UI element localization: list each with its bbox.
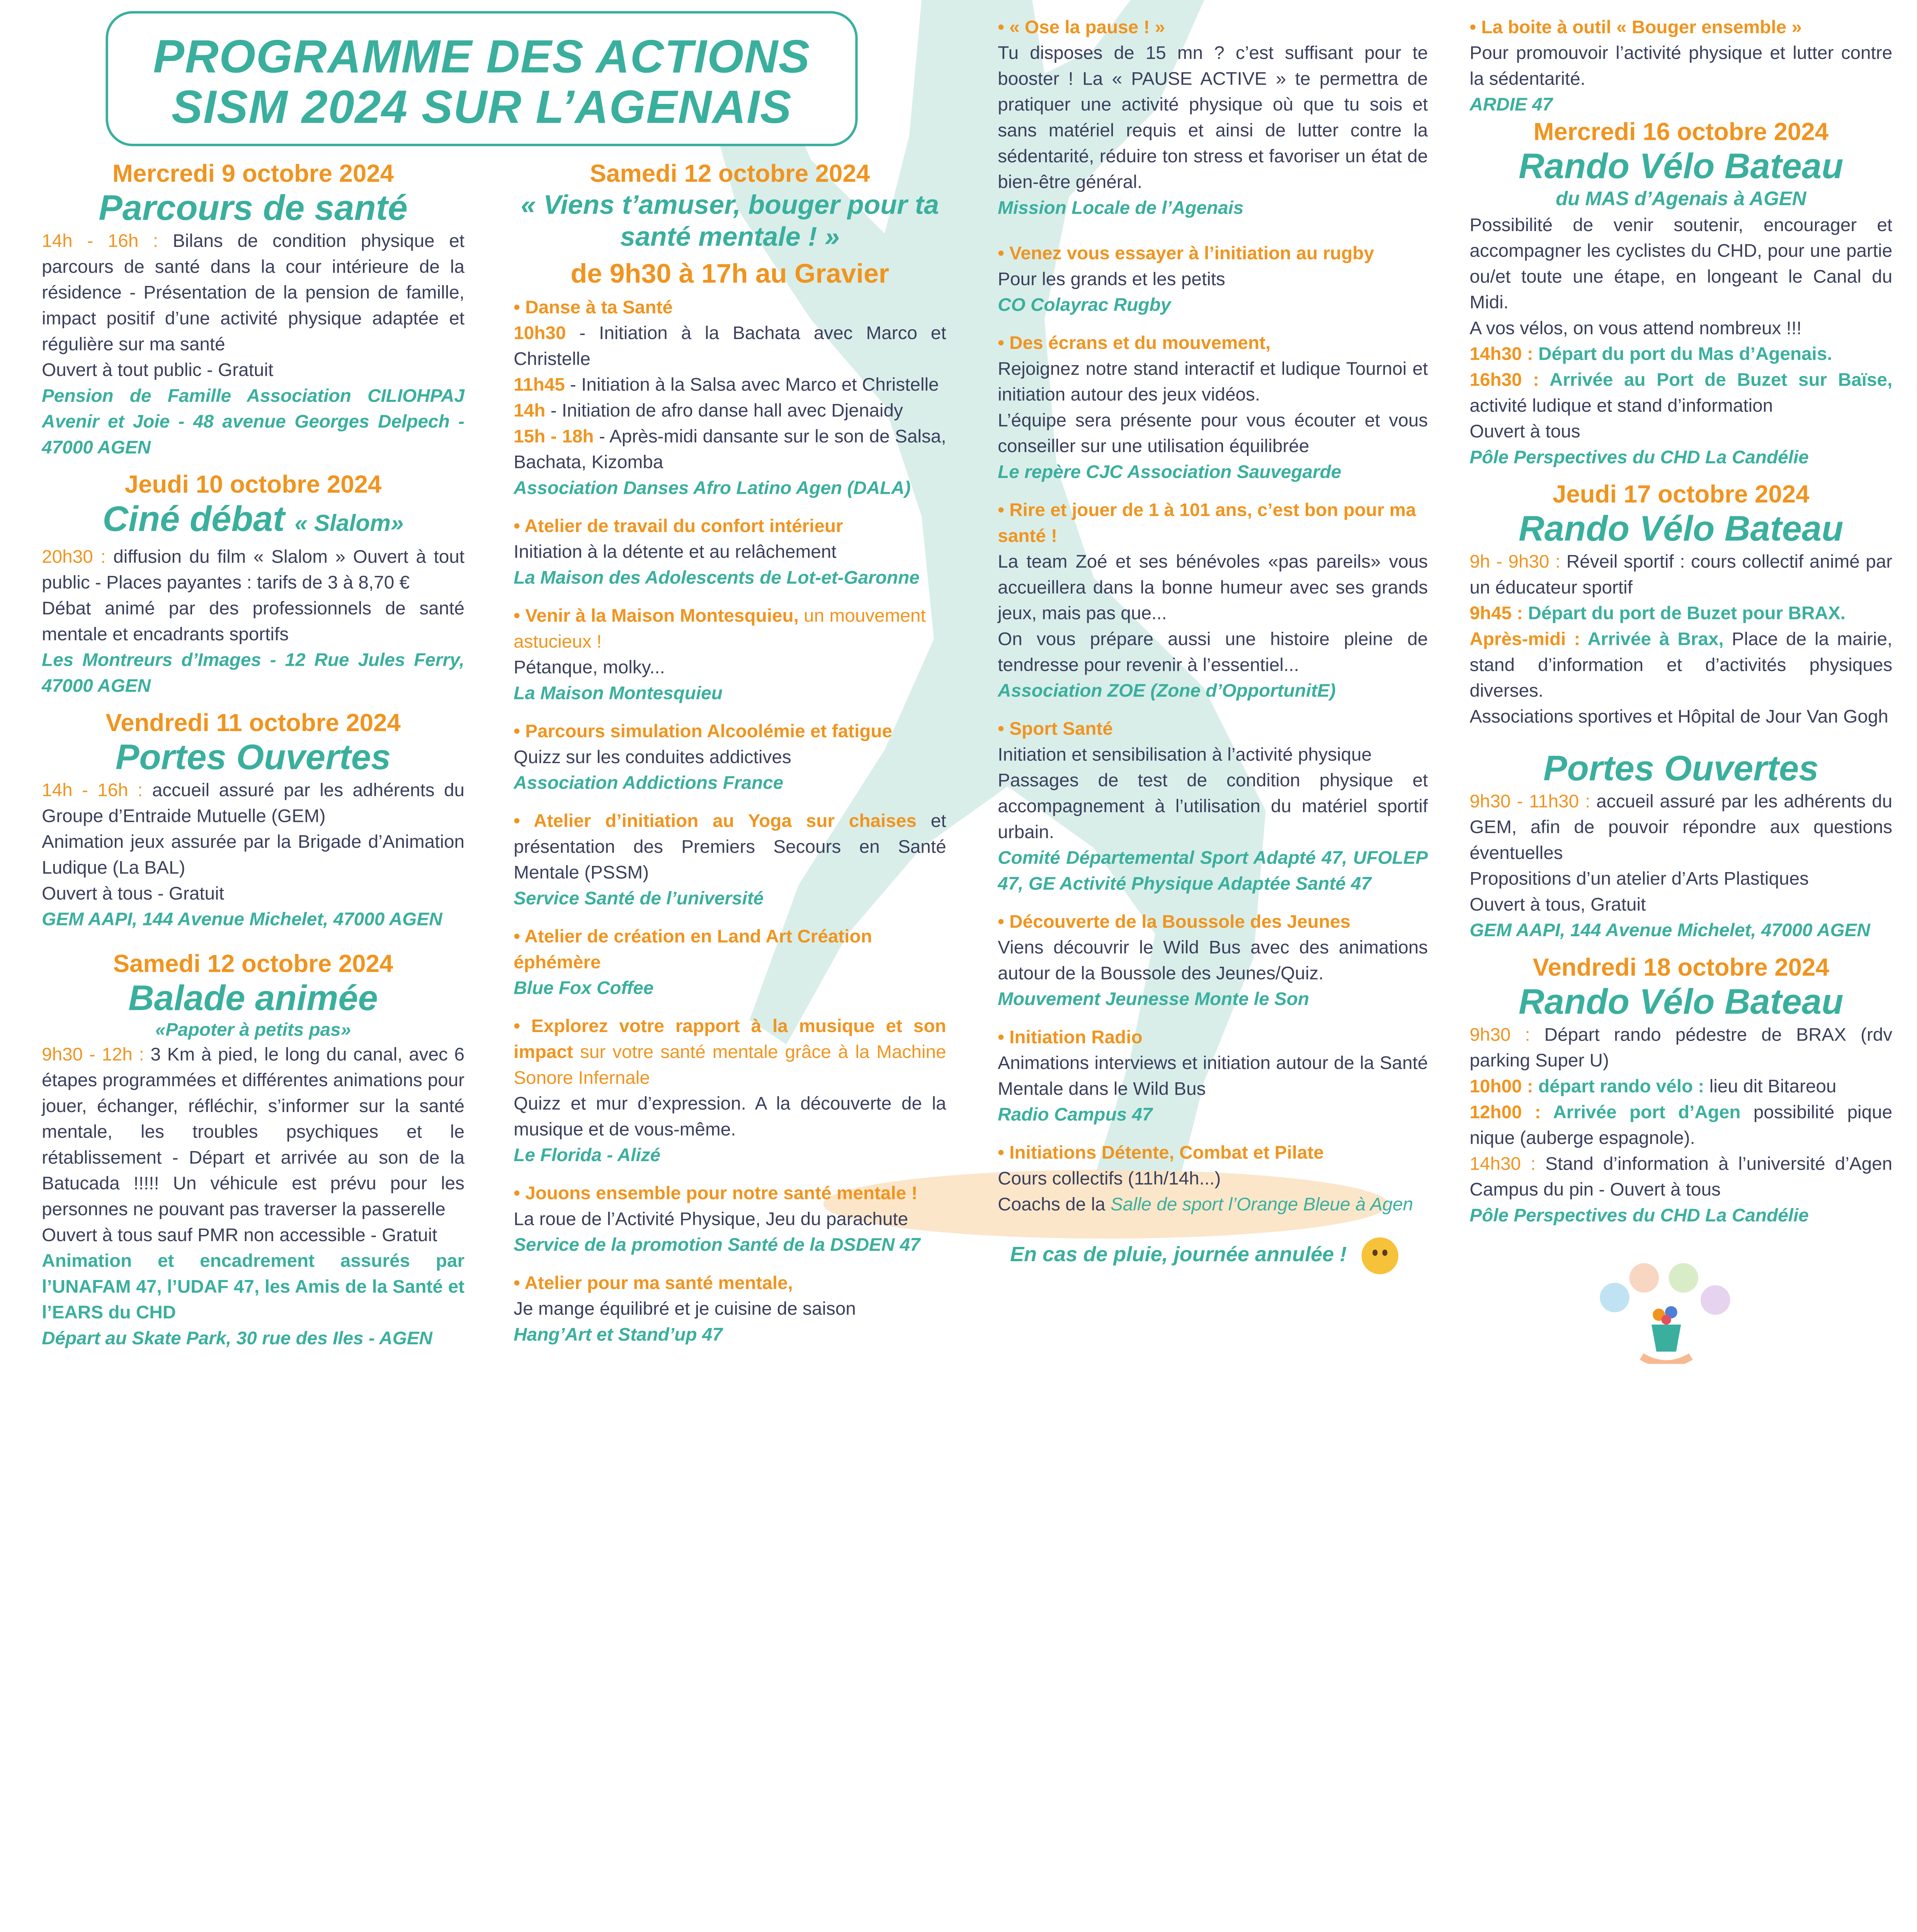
event-date: Jeudi 10 octobre 2024	[124, 472, 382, 499]
activity-description: Pétanque, molky...	[514, 657, 665, 679]
activity-organizer: Service Santé de l’université	[514, 888, 764, 910]
activity-title: • Atelier de création en Land Art Création éphémère	[514, 926, 872, 973]
activity-organizer: Comité Départemental Sport Adapté 47, UFOLEP 47, GE Activité Physique Adaptée Santé 47	[998, 848, 1428, 895]
activity-line: 14h - Initiation de afro danse hall avec Djenaidy	[514, 400, 903, 422]
activity-description: L’équipe sera présente pour vous écouter et vous conseiller sur une utilisation équilibrée	[998, 410, 1428, 457]
event-line: 9h30 : Départ rando pédestre de BRAX (rdv parking Super U)	[1470, 1025, 1893, 1071]
activity-organizer: Mission Locale de l’Agenais	[998, 197, 1244, 219]
activity-organizer: CO Colayrac Rugby	[998, 295, 1171, 316]
activity-title: • Danse à ta Santé	[514, 297, 673, 318]
activity-description: Coachs de la Salle de sport l’Orange Bleue à Agen	[998, 1194, 1414, 1216]
event-organizer: Pension de Famille Association CILIOHPAJ Avenir et Joie - 48 avenue Georges Delpech - 47000 AGEN	[42, 386, 465, 459]
event-description: 9h30 - 12h : 3 Km à pied, le long du canal, avec 6 étapes programmées et différentes animations pour jouer, échanger, réfléchir, s’informer sur la santé mentale, les troubles psychiques et le rétablissement - Départ et arrivée au son de la Batucada !!!!! Un véhicule est prévu pour les personnes ne pouvant pas traverser la passerelle	[42, 1044, 465, 1220]
activity-organizer: Association Addictions France	[514, 773, 784, 794]
activity-title: • Initiations Détente, Combat et Pilate	[998, 1143, 1324, 1164]
activity-organizer: Radio Campus 47	[998, 1104, 1153, 1126]
event-time-place: de 9h30 à 17h au Gravier	[570, 258, 890, 289]
event-line: 16h30 : Arrivée au Port de Buzet sur Baïse, activité ludique et stand d’information	[1470, 370, 1893, 417]
event-line: 14h30 : Départ du port du Mas d’Agenais.	[1470, 344, 1832, 365]
activity-description: Cours collectifs (11h/14h...)	[998, 1168, 1221, 1190]
activity-organizer: Le repère CJC Association Sauvegarde	[998, 462, 1342, 483]
activity-description: Passages de test de condition physique et accompagnement à l’utilisation du matériel sportif urbain.	[998, 770, 1428, 843]
event-info: Associations sportives et Hôpital de Jour Van Gogh	[1470, 706, 1888, 728]
activity-organizer: La Maison des Adolescents de Lot-et-Garonne	[514, 568, 920, 589]
event-description: Débat animé par des professionnels de santé mentale et encadrants sportifs	[42, 598, 465, 645]
activity-line: 10h30 - Initiation à la Bachata avec Marco et Christelle	[514, 323, 946, 370]
activity-description: On vous prépare aussi une histoire pleine de tendresse pour revenir à l’essentiel...	[998, 629, 1428, 676]
event-title: Balade animée	[128, 979, 378, 1019]
event-description: A vos vélos, on vous attend nombreux !!!	[1470, 318, 1802, 339]
event-date: Jeudi 17 octobre 2024	[1552, 481, 1810, 509]
activity-organizer: Service de la promotion Santé de la DSDEN 47	[514, 1235, 920, 1256]
activity-line: 15h - 18h - Après-midi dansante sur le son de Salsa, Bachata, Kizomba	[514, 426, 946, 473]
event-title: Ciné débat « Slalom»	[102, 500, 404, 540]
event-title: Portes Ouvertes	[115, 738, 391, 778]
event-description: 14h - 16h : Bilans de condition physique et parcours de santé dans la cour intérieure de la résidence - Présentation de la pension de famille, impact positif d’une activité physique adaptée et régulière sur ma santé	[42, 231, 465, 355]
event-title: Portes Ouvertes	[1543, 749, 1819, 789]
activity-description: Viens découvrir le Wild Bus avec des animations autour de la Boussole des Jeunes/Quiz.	[998, 937, 1428, 985]
crying-face-icon	[1361, 1237, 1398, 1274]
event-date: Samedi 12 octobre 2024	[590, 161, 870, 188]
event-title: Rando Vélo Bateau	[1519, 147, 1844, 187]
activity-description: Initiation à la détente et au relâchement	[514, 542, 837, 563]
event-organizer: Pôle Perspectives du CHD La Candélie	[1470, 447, 1809, 468]
event-date: Vendredi 18 octobre 2024	[1533, 954, 1829, 982]
event-subtitle: «Papoter à petits pas»	[155, 1020, 351, 1041]
program-title-line-2: SISM 2024 SUR L’AGENAIS	[171, 82, 792, 134]
event-line: 9h - 9h30 : Réveil sportif : cours collectif animé par un éducateur sportif	[1470, 551, 1893, 599]
activity-organizer: Association ZOE (Zone d’OpportunitE)	[998, 680, 1336, 702]
event-info: Ouvert à tous	[1470, 421, 1580, 442]
column-2	[514, 160, 946, 1348]
event-subtitle: du MAS d’Agenais à AGEN	[1556, 189, 1806, 210]
activity-description: Animations interviews et initiation autour de la Santé Mentale dans le Wild Bus	[998, 1053, 1428, 1100]
activity-description: Tu disposes de 15 mn ? c’est suffisant pour te booster ! La « PAUSE ACTIVE » te permettra de pratiquer une activité physique où que tu sois et sans matériel requis et ainsi de lutter contre la sédentarité, réduire ton stress et favoriser un état de bien-être général.	[998, 43, 1428, 193]
event-date: Mercredi 16 octobre 2024	[1533, 119, 1829, 146]
event-info: Ouvert à tous sauf PMR non accessible - Gratuit	[42, 1225, 437, 1246]
activity-organizer: ARDIE 47	[1470, 94, 1553, 116]
activity-title: • Venez vous essayer à l’initiation au rugby	[998, 243, 1374, 264]
column-4	[1470, 15, 1892, 1229]
activity-title: • Sport Santé	[998, 719, 1113, 740]
event-date: Mercredi 9 octobre 2024	[112, 161, 394, 188]
event-line: 9h30 - 11h30 : accueil assuré par les adhérents du GEM, afin de pouvoir répondre aux questions éventuelles	[1470, 791, 1893, 864]
event-description: Animation jeux assurée par la Brigade d’Animation Ludique (La BAL)	[42, 832, 465, 879]
activity-title: • « Ose la pause ! »	[998, 17, 1165, 38]
program-title-box	[105, 11, 857, 146]
event-title: Rando Vélo Bateau	[1519, 510, 1844, 549]
activity-organizer: Mouvement Jeunesse Monte le Son	[998, 989, 1309, 1010]
event-title: Parcours de santé	[99, 189, 408, 229]
program-title-line-1: PROGRAMME DES ACTIONS	[153, 32, 810, 84]
activity-line: 11h45 - Initiation à la Salsa avec Marco et Christelle	[514, 374, 939, 396]
activity-title: • Parcours simulation Alcoolémie et fatigue	[514, 721, 893, 742]
activity-description: La team Zoé et ses bénévoles «pas pareils» vous accueillera dans la bonne humeur avec ses grands jeux, mais pas que...	[998, 551, 1428, 624]
event-description: 20h30 : diffusion du film « Slalom » Ouvert à tout public - Places payantes : tarifs de 3 à 8,70 €	[42, 547, 465, 594]
event-title: « Viens t’amuser, bouger pour ta santé mentale ! »	[520, 189, 939, 252]
activity-description: La roue de l’Activité Physique, Jeu du parachute	[514, 1209, 908, 1230]
activity-description: Pour promouvoir l’activité physique et lutter contre la sédentarité.	[1470, 43, 1893, 90]
event-partners: Animation et encadrement assurés par l’UNAFAM 47, l’UDAF 47, les Amis de la Santé et l’EARS du CHD	[42, 1251, 465, 1323]
event-organizer: GEM AAPI, 144 Avenue Michelet, 47000 AGEN	[1470, 920, 1870, 941]
activities-illustration	[1592, 1261, 1740, 1364]
event-organizer: Pôle Perspectives du CHD La Candélie	[1470, 1205, 1809, 1226]
activity-title: • Des écrans et du mouvement,	[998, 333, 1271, 354]
event-description: Propositions d’un atelier d’Arts Plastiques	[1470, 869, 1809, 890]
activity-description: Initiation et sensibilisation à l’activité physique	[998, 745, 1372, 766]
event-date: Vendredi 11 octobre 2024	[105, 710, 401, 737]
activity-title: • Rire et jouer de 1 à 101 ans, c’est bon pour ma santé !	[998, 500, 1416, 547]
event-info: Ouvert à tout public - Gratuit	[42, 360, 274, 381]
activity-title: • Explorez votre rapport à la musique et son impact sur votre santé mentale grâce à la Machine Sonore Infernale	[514, 1016, 946, 1089]
event-line: 14h30 : Stand d’information à l’université d’Agen Campus du pin - Ouvert à tous	[1470, 1154, 1893, 1201]
activity-title: • Atelier d’initiation au Yoga sur chaises et présentation des Premiers Secours en Santé Mentale (PSSM)	[514, 811, 946, 884]
event-line: 9h45 : Départ du port de Buzet pour BRAX.	[1470, 603, 1846, 624]
activity-organizer: La Maison Montesquieu	[514, 683, 723, 704]
activity-description: Quizz et mur d’expression. A la découverte de la musique et de vous-même.	[514, 1094, 946, 1141]
activity-organizer: Blue Fox Coffee	[514, 978, 654, 999]
event-organizer: Les Montreurs d’Images - 12 Rue Jules Ferry, 47000 AGEN	[42, 650, 465, 697]
activity-title: • Venir à la Maison Montesquieu, un mouvement astucieux !	[514, 605, 926, 653]
activity-title: • Découverte de la Boussole des Jeunes	[998, 912, 1351, 933]
event-date: Samedi 12 octobre 2024	[113, 951, 393, 978]
event-line: Après-midi : Arrivée à Brax, Place de la mairie, stand d’information et d’activités physiques diverses.	[1470, 629, 1893, 702]
activity-description: Rejoignez notre stand interactif et ludique Tournoi et initiation autour des jeux vidéos.	[998, 359, 1428, 406]
column-3	[998, 15, 1428, 1274]
event-organizer: Départ au Skate Park, 30 rue des Iles - AGEN	[42, 1328, 433, 1349]
rain-notice: En cas de pluie, journée annulée !	[998, 1237, 1428, 1274]
activity-title: • Atelier pour ma santé mentale,	[514, 1273, 793, 1294]
activity-title: • Initiation Radio	[998, 1027, 1143, 1048]
event-info: Ouvert à tous, Gratuit	[1470, 895, 1646, 916]
event-info: Ouvert à tous - Gratuit	[42, 883, 225, 905]
activity-title: • Jouons ensemble pour notre santé mentale !	[514, 1183, 918, 1204]
activity-title: • Atelier de travail du confort intérieur	[514, 516, 843, 537]
event-organizer: GEM AAPI, 144 Avenue Michelet, 47000 AGEN	[42, 909, 442, 930]
event-title: Rando Vélo Bateau	[1519, 983, 1844, 1022]
activity-organizer: Hang’Art et Stand’up 47	[514, 1325, 723, 1346]
activity-organizer: Association Danses Afro Latino Agen (DALA)	[514, 478, 911, 499]
activity-title: • La boite à outil « Bouger ensemble »	[1470, 17, 1802, 38]
event-description: 14h - 16h : accueil assuré par les adhérents du Groupe d’Entraide Mutuelle (GEM)	[42, 780, 465, 827]
column-1	[42, 160, 464, 1352]
event-line: 12h00 : Arrivée port d’Agen possibilité pique nique (auberge espagnole).	[1470, 1102, 1893, 1149]
event-description: Possibilité de venir soutenir, encourager et accompagner les cyclistes du CHD, pour une partie ou/et toute une étape, en longeant le Canal du Midi.	[1470, 215, 1893, 313]
event-line: 10h00 : départ rando vélo : lieu dit Bitareou	[1470, 1076, 1837, 1097]
activity-organizer: Le Florida - Alizé	[514, 1145, 661, 1166]
activity-description: Quizz sur les conduites addictives	[514, 747, 791, 768]
activity-description: Je mange équilibré et je cuisine de saison	[514, 1299, 856, 1320]
activity-description: Pour les grands et les petits	[998, 269, 1225, 290]
